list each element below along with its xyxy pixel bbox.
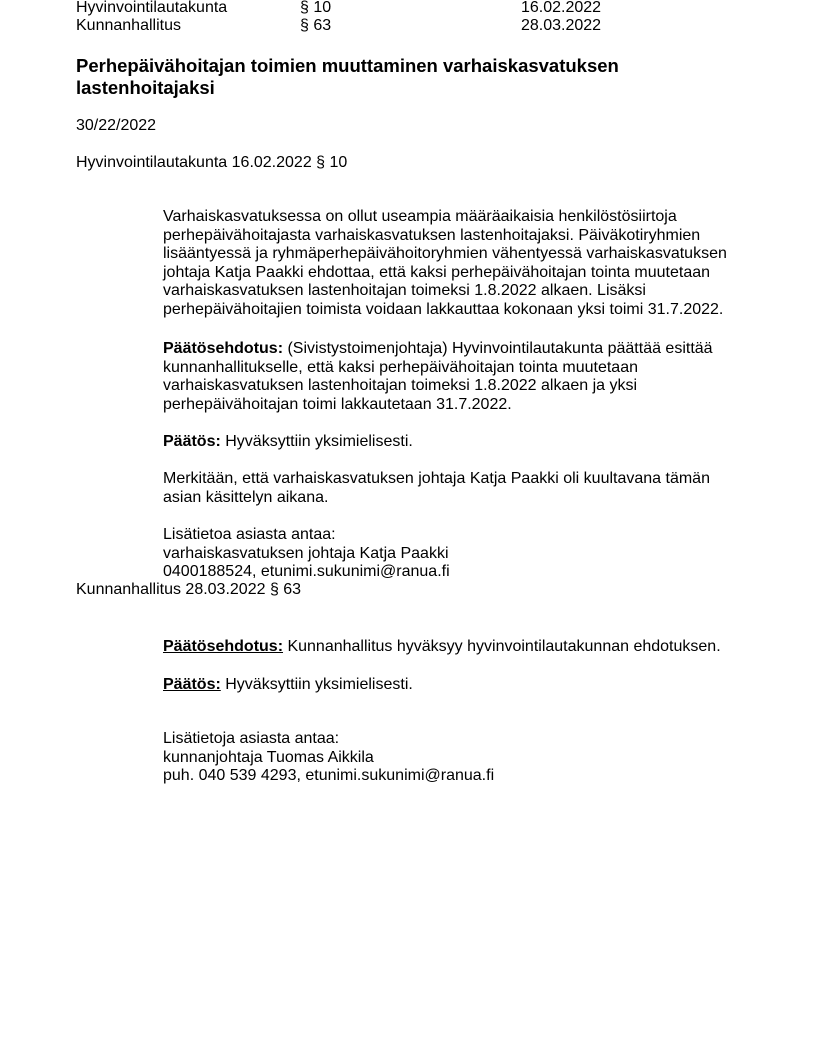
header-section: § 10 bbox=[300, 0, 332, 16]
header-date: 16.02.2022 bbox=[521, 0, 602, 16]
text-line: asian käsittelyn aikana. bbox=[163, 488, 329, 506]
meeting2-decision bbox=[163, 676, 413, 695]
text-line: 0400188524, etunimi.sukunimi@ranua.fi bbox=[163, 563, 450, 581]
text-line: Merkitään, että varhaiskasvatuksen johtaja Katja Paakki oli kuultavana tämän bbox=[163, 470, 710, 487]
text-line: puh. 040 539 4293, etunimi.sukunimi@ranua.fi bbox=[163, 767, 495, 785]
proposal-label: Päätösehdotus: bbox=[163, 340, 284, 357]
text-line: Lisätietoja asiasta antaa: bbox=[163, 730, 340, 747]
title-line: lastenhoitajaksi bbox=[76, 77, 215, 98]
text-line: varhaiskasvatuksen johtaja Katja Paakki bbox=[163, 544, 449, 562]
meeting1-note bbox=[163, 470, 710, 507]
text-line: perhepäivähoitajasta varhaiskasvatuksen lastenhoitajaksi. Päiväkotiryhmien bbox=[163, 226, 701, 244]
proposal-text: Kunnanhallitus hyväksyy hyvinvointilautakunnan ehdotuksen. bbox=[283, 638, 721, 655]
text-line: varhaiskasvatuksen lastenhoitajan toimeksi 1.8.2022 alkaen. Lisäksi bbox=[163, 282, 646, 300]
meeting2-heading: Kunnanhallitus 28.03.2022 § 63 bbox=[76, 581, 302, 598]
text-line: johtaja Katja Paakki ehdottaa, että kaksi perhepäivähoitajan tointa muutetaan bbox=[163, 263, 711, 281]
text-line: kunnanhallitukselle, että kaksi perhepäivähoitajan tointa muutetaan bbox=[163, 358, 638, 376]
case-number: 30/22/2022 bbox=[76, 117, 157, 134]
text-line: perhepäivähoitajien toimista voidaan lakkauttaa kokonaan yksi toimi 31.7.2022. bbox=[163, 300, 724, 318]
text-line: lisääntyessä ja ryhmäperhepäivähoitoryhmien vähentyessä varhaiskasvatuksen bbox=[163, 245, 727, 263]
header-date: 28.03.2022 bbox=[521, 17, 602, 34]
title-line: Perhepäivähoitajan toimien muuttaminen varhaiskasvatuksen bbox=[76, 55, 619, 76]
text-line: kunnanjohtaja Tuomas Aikkila bbox=[163, 748, 374, 766]
text-line: perhepäivähoitajan toimi lakkautetaan 31.7.2022. bbox=[163, 395, 512, 413]
meeting1-proposal bbox=[163, 340, 713, 414]
meeting1-decision bbox=[163, 433, 413, 452]
header-body: Kunnanhallitus bbox=[76, 17, 181, 34]
header-section: § 63 bbox=[300, 17, 332, 34]
text-line: (Sivistystoimenjohtaja) Hyvinvointilautakunta päättää esittää bbox=[283, 340, 713, 357]
text-line: Lisätietoa asiasta antaa: bbox=[163, 526, 336, 543]
decision-label: Päätös: bbox=[163, 676, 221, 693]
meeting1-contact bbox=[163, 526, 450, 582]
page-title bbox=[76, 55, 619, 99]
proposal-label: Päätösehdotus: bbox=[163, 638, 284, 655]
text-line: Varhaiskasvatuksessa on ollut useampia määräaikaisia henkilöstösiirtoja bbox=[163, 208, 677, 225]
meeting2-proposal bbox=[163, 638, 721, 657]
decision-text: Hyväksyttiin yksimielisesti. bbox=[220, 433, 413, 450]
meeting1-intro bbox=[163, 208, 727, 320]
decision-label: Päätös: bbox=[163, 433, 221, 450]
decision-text: Hyväksyttiin yksimielisesti. bbox=[220, 676, 413, 693]
meeting2-contact bbox=[163, 730, 494, 786]
header-body: Hyvinvointilautakunta bbox=[76, 0, 228, 16]
meeting1-heading: Hyvinvointilautakunta 16.02.2022 § 10 bbox=[76, 154, 348, 171]
text-line: varhaiskasvatuksen lastenhoitajan toimeksi 1.8.2022 alkaen ja yksi bbox=[163, 377, 638, 395]
